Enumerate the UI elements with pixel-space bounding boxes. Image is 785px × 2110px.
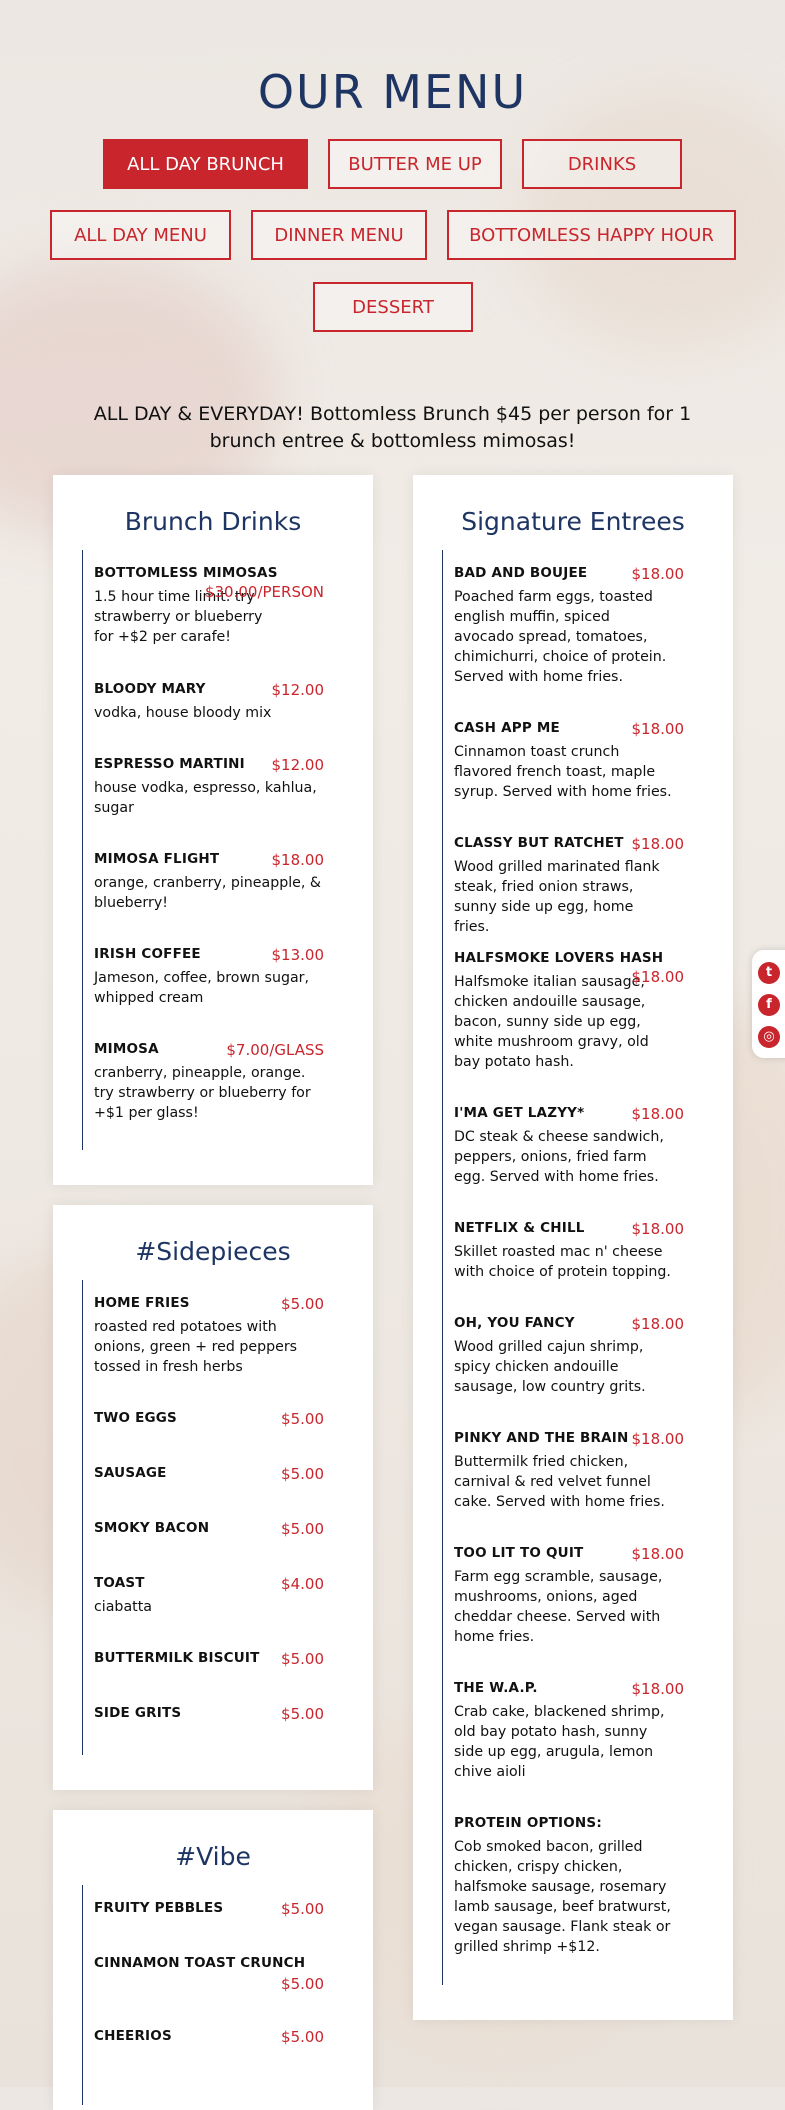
menu-item: [94, 1650, 324, 1666]
item-price: $4.00: [281, 1575, 324, 1593]
menu-item: [94, 1410, 324, 1426]
item-description: ciabatta: [94, 1599, 152, 1615]
item-description: Wood grilled cajun shrimp, spicy chicken andouille sausage, low country grits.: [454, 1339, 646, 1395]
menu-item: [94, 1705, 324, 1721]
item-price: $30.00/PERSON: [204, 583, 324, 601]
item-name: TOAST: [94, 1575, 145, 1591]
menu-item: [94, 1041, 324, 1123]
item-name: MIMOSA FLIGHT: [94, 851, 220, 867]
item-name: TOO LIT TO QUIT: [454, 1545, 584, 1561]
section-title: Brunch Drinks: [124, 507, 302, 536]
item-price: $13.00: [271, 946, 324, 964]
item-price: $12.00: [271, 756, 324, 774]
item-name: MIMOSA: [94, 1041, 159, 1057]
item-name: PROTEIN OPTIONS:: [454, 1815, 602, 1831]
item-price: $5.00: [281, 1975, 324, 1993]
menu-item: [454, 565, 684, 687]
menu-item: [94, 1575, 324, 1617]
menu-item: [94, 565, 324, 647]
item-description: Wood grilled marinated flank steak, fried onion straws, sunny side up egg, home fries.: [454, 859, 660, 935]
menu-item: [454, 835, 684, 937]
item-description: Poached farm eggs, toasted english muffin, spiced avocado spread, tomatoes, chimichurri, choice of protein. Served with home fries.: [454, 589, 667, 685]
menu-item: [454, 720, 684, 802]
item-description: Skillet roasted mac n' cheese with choice of protein topping.: [454, 1244, 671, 1280]
item-description: cranberry, pineapple, orange. try strawberry or blueberry for +$1 per glass!: [94, 1065, 311, 1121]
item-price: $18.00: [631, 835, 684, 853]
item-price: $5.00: [281, 1410, 324, 1428]
menu-item: [454, 1815, 684, 1957]
item-price: $18.00: [271, 851, 324, 869]
tab-all-day-brunch[interactable]: ALL DAY BRUNCH: [103, 139, 308, 189]
tab-dessert[interactable]: DESSERT: [313, 282, 473, 332]
section-title: Signature Entrees: [461, 507, 685, 536]
item-name: TWO EGGS: [94, 1410, 177, 1426]
item-price: $18.00: [631, 1430, 684, 1448]
menu-item: [94, 851, 324, 913]
item-price: $5.00: [281, 1465, 324, 1483]
item-description: Cinnamon toast crunch flavored french toast, maple syrup. Served with home fries.: [454, 744, 672, 800]
item-name: BUTTERMILK BISCUIT: [94, 1650, 260, 1666]
item-name: BLOODY MARY: [94, 681, 206, 697]
tab-drinks[interactable]: DRINKS: [522, 139, 682, 189]
item-price: $18.00: [631, 720, 684, 738]
item-description: Cob smoked bacon, grilled chicken, crispy chicken, halfsmoke sausage, rosemary lamb sausage, beef bratwurst, vegan sausage. Flank steak or grilled shrimp +$12.: [454, 1839, 671, 1955]
item-price: $18.00: [631, 565, 684, 583]
tab-bottomless-happy-hour[interactable]: BOTTOMLESS HAPPY HOUR: [447, 210, 736, 260]
item-description: orange, cranberry, pineapple, & blueberry!: [94, 875, 321, 911]
item-name: CHEERIOS: [94, 2028, 172, 2044]
item-name: NETFLIX & CHILL: [454, 1220, 585, 1236]
menu-item: [454, 1545, 684, 1647]
item-description: house vodka, espresso, kahlua, sugar: [94, 780, 317, 816]
brunch-intro: ALL DAY & EVERYDAY! Bottomless Brunch $45 per person for 1 brunch entree & bottomless mimosas!: [93, 403, 692, 452]
item-name: I'MA GET LAZYY*: [454, 1105, 585, 1121]
sidepieces-card: [53, 1205, 373, 1790]
menu-item: [94, 681, 324, 723]
menu-item: [94, 946, 324, 1008]
item-price: $18.00: [631, 1680, 684, 1698]
item-name: SAUSAGE: [94, 1465, 167, 1481]
menu-item: [454, 1220, 684, 1282]
menu-item: [94, 756, 324, 818]
page-title: OUR MENU: [257, 64, 528, 119]
item-price: $18.00: [631, 1220, 684, 1238]
menu-item: [94, 1955, 324, 1993]
item-name: CLASSY BUT RATCHET: [454, 835, 624, 851]
item-description: DC steak & cheese sandwich, peppers, onions, fried farm egg. Served with home fries.: [454, 1129, 664, 1185]
tab-all-day-menu[interactable]: ALL DAY MENU: [50, 210, 231, 260]
item-price: $5.00: [281, 1705, 324, 1723]
item-description: Crab cake, blackened shrimp, old bay potato hash, sunny side up egg, arugula, lemon chive aioli: [454, 1704, 665, 1780]
twitter-icon[interactable]: t: [758, 962, 780, 984]
social-links: [752, 950, 785, 1058]
item-name: BOTTOMLESS MIMOSAS: [94, 565, 278, 581]
item-price: $5.00: [281, 1900, 324, 1918]
item-name: CINNAMON TOAST CRUNCH: [94, 1955, 306, 1971]
item-name: IRISH COFFEE: [94, 946, 201, 962]
item-price: $18.00: [631, 1105, 684, 1123]
menu-item: [94, 2028, 324, 2044]
menu-item: [454, 1105, 684, 1187]
menu-item: [454, 1680, 684, 1782]
menu-item: [94, 1295, 324, 1377]
item-name: CASH APP ME: [454, 720, 560, 736]
section-divider: [82, 550, 83, 1150]
item-description: vodka, house bloody mix: [94, 705, 272, 721]
menu-item: [454, 1430, 684, 1512]
item-price: $5.00: [281, 1520, 324, 1538]
vibe-card: [53, 1810, 373, 2110]
item-description: Jameson, coffee, brown sugar, whipped cream: [94, 970, 309, 1006]
menu-item: [454, 1315, 684, 1397]
menu-item: [94, 1900, 324, 1916]
item-name: FRUITY PEBBLES: [94, 1900, 224, 1916]
section-divider: [442, 550, 443, 1985]
item-name: HALFSMOKE LOVERS HASH: [454, 950, 664, 966]
item-price: $12.00: [271, 681, 324, 699]
instagram-icon[interactable]: ◎: [758, 1026, 780, 1048]
section-divider: [82, 1280, 83, 1755]
item-name: BAD AND BOUJEE: [454, 565, 588, 581]
item-name: THE W.A.P.: [454, 1680, 538, 1696]
item-price: $18.00: [631, 968, 684, 986]
item-name: OH, YOU FANCY: [454, 1315, 575, 1331]
item-price: $5.00: [281, 2028, 324, 2046]
menu-item: [454, 950, 684, 1072]
section-divider: [82, 1885, 83, 2105]
item-description: roasted red potatoes with onions, green + red peppers tossed in fresh herbs: [94, 1319, 298, 1375]
brunch-drinks-card: [53, 475, 373, 1185]
item-description: 1.5 hour time limit. try strawberry or blueberry for +$2 per carafe!: [94, 589, 263, 645]
facebook-icon[interactable]: f: [758, 994, 780, 1016]
section-title: #Sidepieces: [135, 1237, 291, 1266]
item-price: $18.00: [631, 1545, 684, 1563]
item-name: HOME FRIES: [94, 1295, 190, 1311]
item-price: $5.00: [281, 1650, 324, 1668]
tab-dinner-menu[interactable]: DINNER MENU: [251, 210, 427, 260]
item-price: $18.00: [631, 1315, 684, 1333]
tab-butter-me-up[interactable]: BUTTER ME UP: [328, 139, 502, 189]
item-description: Farm egg scramble, sausage, mushrooms, onions, aged cheddar cheese. Served with home fries.: [454, 1569, 663, 1645]
menu-item: [94, 1465, 324, 1481]
item-name: ESPRESSO MARTINI: [94, 756, 245, 772]
item-name: SIDE GRITS: [94, 1705, 182, 1721]
item-name: SMOKY BACON: [94, 1520, 210, 1536]
signature-entrees-card: [413, 475, 733, 2020]
item-price: $5.00: [281, 1295, 324, 1313]
menu-item: [94, 1520, 324, 1536]
item-price: $7.00/GLASS: [226, 1041, 324, 1059]
item-description: Halfsmoke italian sausage, chicken andouille sausage, bacon, sunny side up egg, white mushroom gravy, old bay potato hash.: [454, 974, 649, 1070]
item-name: PINKY AND THE BRAIN: [454, 1430, 629, 1446]
section-title: #Vibe: [175, 1842, 251, 1871]
item-description: Buttermilk fried chicken, carnival & red velvet funnel cake. Served with home fries.: [454, 1454, 665, 1510]
